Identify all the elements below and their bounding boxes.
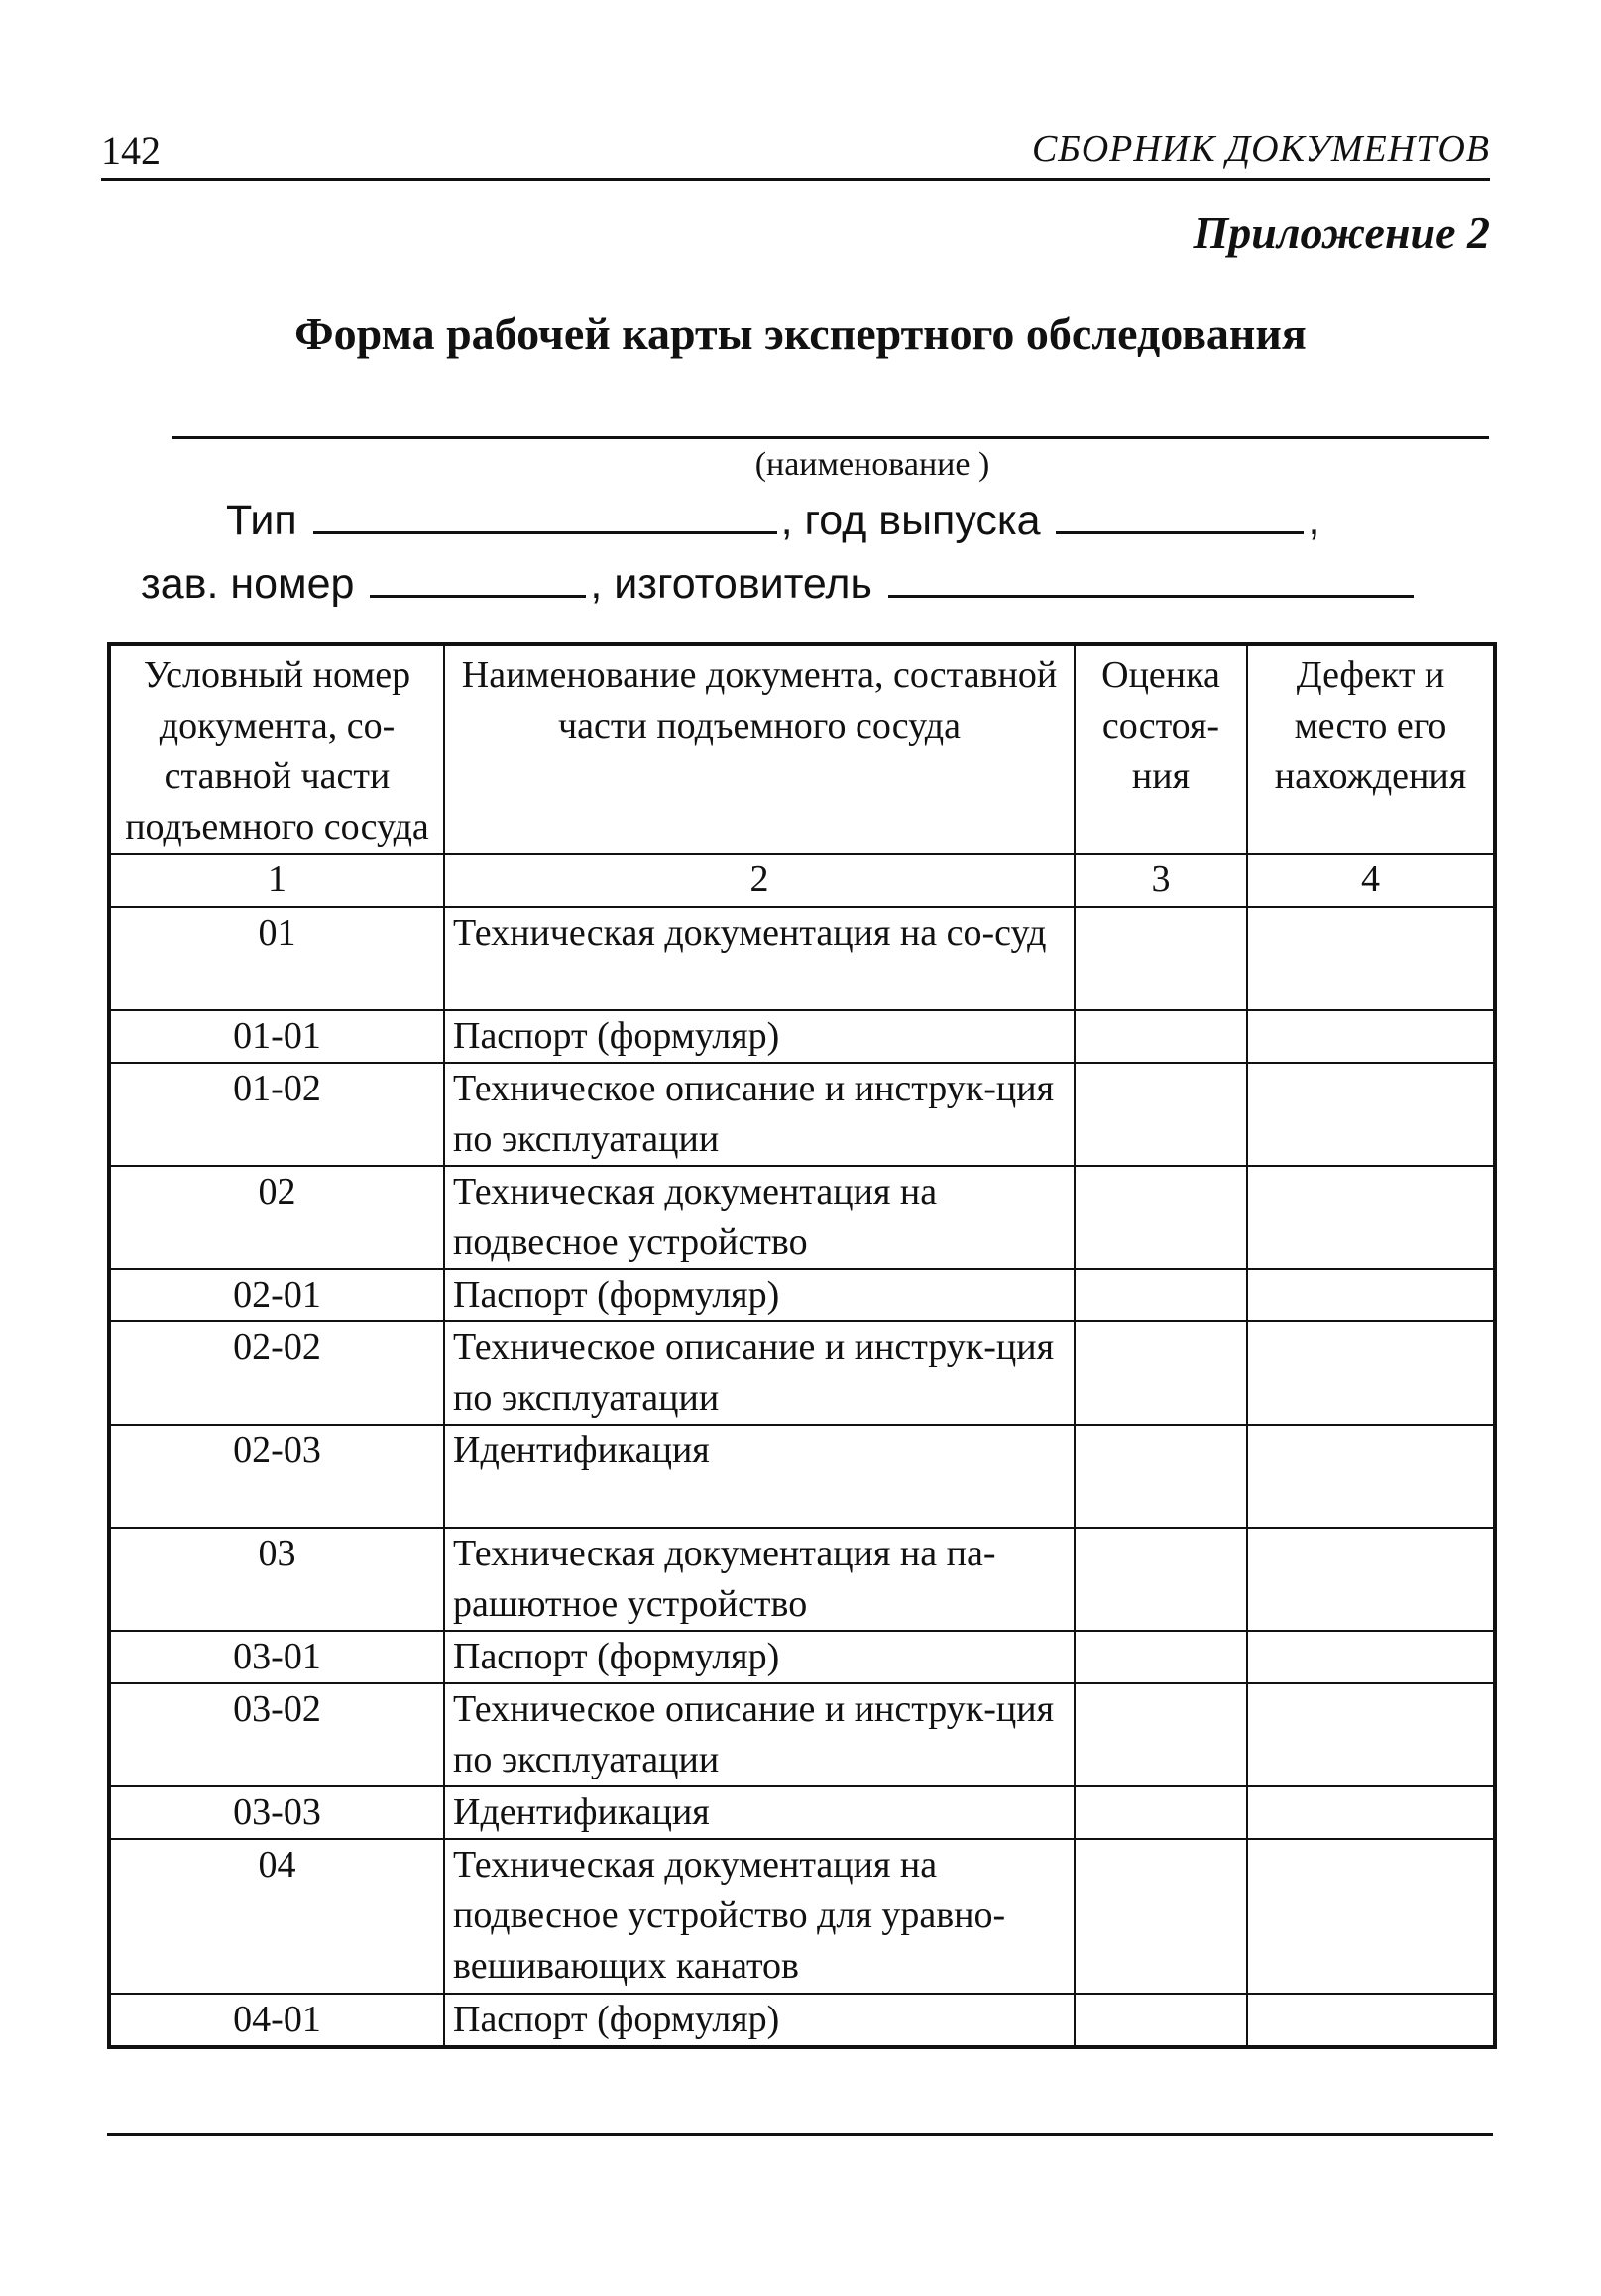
- year-label: , год выпуска: [780, 497, 1041, 544]
- row-defect-cell: [1247, 1994, 1495, 2047]
- table-row: [109, 1269, 1495, 1321]
- row-defect-cell: [1247, 907, 1495, 1010]
- row-code: 02-01: [109, 1269, 444, 1321]
- table-row: [109, 1010, 1495, 1063]
- row-defect-cell: [1247, 1321, 1495, 1425]
- row-condition-cell: [1075, 1269, 1247, 1321]
- header-defect: Дефект и место его нахождения: [1247, 644, 1495, 854]
- row-name: Паспорт (формуляр): [444, 1994, 1075, 2047]
- manufacturer-blank: [888, 555, 1414, 598]
- serial-manufacturer-row: [141, 555, 1418, 609]
- row-code: 02-03: [109, 1425, 444, 1528]
- serial-blank: [370, 555, 586, 598]
- row-defect-cell: [1247, 1528, 1495, 1631]
- table-row: [109, 1166, 1495, 1269]
- header-rule: [101, 178, 1490, 181]
- row-name: Техническое описание и инструк-ция по эксплуатации: [444, 1683, 1075, 1786]
- row-name: Паспорт (формуляр): [444, 1010, 1075, 1063]
- page-number: 142: [101, 128, 161, 172]
- row-code: 03-02: [109, 1683, 444, 1786]
- column-number: 2: [444, 854, 1075, 907]
- row-defect-cell: [1247, 1786, 1495, 1839]
- manufacturer-label: , изготовитель: [590, 560, 872, 608]
- row-defect-cell: [1247, 1839, 1495, 1994]
- row-condition-cell: [1075, 1321, 1247, 1425]
- row-defect-cell: [1247, 1631, 1495, 1683]
- name-caption: (наименование ): [754, 446, 990, 483]
- table-header-row: [109, 644, 1495, 854]
- column-number-row: [109, 854, 1495, 907]
- row-condition-cell: [1075, 1063, 1247, 1166]
- row-name: Техническая документация на со-суд: [444, 907, 1075, 1010]
- row-code: 03-03: [109, 1786, 444, 1839]
- row-condition-cell: [1075, 1786, 1247, 1839]
- row-name: Паспорт (формуляр): [444, 1631, 1075, 1683]
- type-label: Тип: [226, 497, 297, 544]
- row-condition-cell: [1075, 907, 1247, 1010]
- type-blank: [313, 492, 777, 534]
- table-row: [109, 1321, 1495, 1425]
- column-number: 4: [1247, 854, 1495, 907]
- row-defect-cell: [1247, 1425, 1495, 1528]
- row-code: 03: [109, 1528, 444, 1631]
- header-condition: Оценка состоя-ния: [1075, 644, 1247, 854]
- row-condition-cell: [1075, 1010, 1247, 1063]
- table-body: [109, 854, 1495, 2047]
- row-defect-cell: [1247, 1010, 1495, 1063]
- form-title: Форма рабочей карты экспертного обследования: [294, 308, 1307, 359]
- row-defect-cell: [1247, 1063, 1495, 1166]
- row-condition-cell: [1075, 1994, 1247, 2047]
- row-defect-cell: [1247, 1269, 1495, 1321]
- table-row: [109, 1683, 1495, 1786]
- table-row: [109, 1528, 1495, 1631]
- row-condition-cell: [1075, 1631, 1247, 1683]
- row-name: Идентификация: [444, 1425, 1075, 1528]
- row-condition-cell: [1075, 1528, 1247, 1631]
- table-row: [109, 1786, 1495, 1839]
- column-number: 3: [1075, 854, 1247, 907]
- row-code: 04-01: [109, 1994, 444, 2047]
- serial-label: зав. номер: [141, 560, 355, 608]
- table-row: [109, 1631, 1495, 1683]
- row-name: Идентификация: [444, 1786, 1075, 1839]
- year-end: ,: [1308, 497, 1320, 544]
- table-row: [109, 1994, 1495, 2047]
- row-condition-cell: [1075, 1683, 1247, 1786]
- row-name: Техническая документация на подвесное устройство: [444, 1166, 1075, 1269]
- column-number: 1: [109, 854, 444, 907]
- appendix-label: Приложение 2: [1193, 207, 1490, 258]
- row-condition-cell: [1075, 1425, 1247, 1528]
- row-name: Техническое описание и инструк-ция по эксплуатации: [444, 1321, 1075, 1425]
- footer-rule: [107, 2133, 1493, 2136]
- row-condition-cell: [1075, 1839, 1247, 1994]
- row-condition-cell: [1075, 1166, 1247, 1269]
- row-name: Техническая документация на подвесное устройство для уравно-вешивающих канатов: [444, 1839, 1075, 1994]
- row-code: 02: [109, 1166, 444, 1269]
- row-code: 01: [109, 907, 444, 1010]
- row-defect-cell: [1247, 1166, 1495, 1269]
- header-code: Условный номер документа, со-ставной части подъемного сосуда: [109, 644, 444, 854]
- row-name: Техническое описание и инструк-ция по эксплуатации: [444, 1063, 1075, 1166]
- header-name: Наименование документа, составной части подъемного сосуда: [444, 644, 1075, 854]
- inspection-table: [107, 642, 1497, 2049]
- name-blank-line: [172, 436, 1489, 439]
- table-row: [109, 1425, 1495, 1528]
- row-defect-cell: [1247, 1683, 1495, 1786]
- row-code: 04: [109, 1839, 444, 1994]
- table-row: [109, 907, 1495, 1010]
- row-code: 03-01: [109, 1631, 444, 1683]
- row-code: 01-01: [109, 1010, 444, 1063]
- row-code: 01-02: [109, 1063, 444, 1166]
- table-row: [109, 1063, 1495, 1166]
- type-year-row: [226, 492, 1319, 545]
- row-name: Паспорт (формуляр): [444, 1269, 1075, 1321]
- row-code: 02-02: [109, 1321, 444, 1425]
- running-head: СБОРНИК ДОКУМЕНТОВ: [1031, 128, 1490, 170]
- table-row: [109, 1839, 1495, 1994]
- year-blank: [1056, 492, 1304, 534]
- row-name: Техническая документация на па-рашютное устройство: [444, 1528, 1075, 1631]
